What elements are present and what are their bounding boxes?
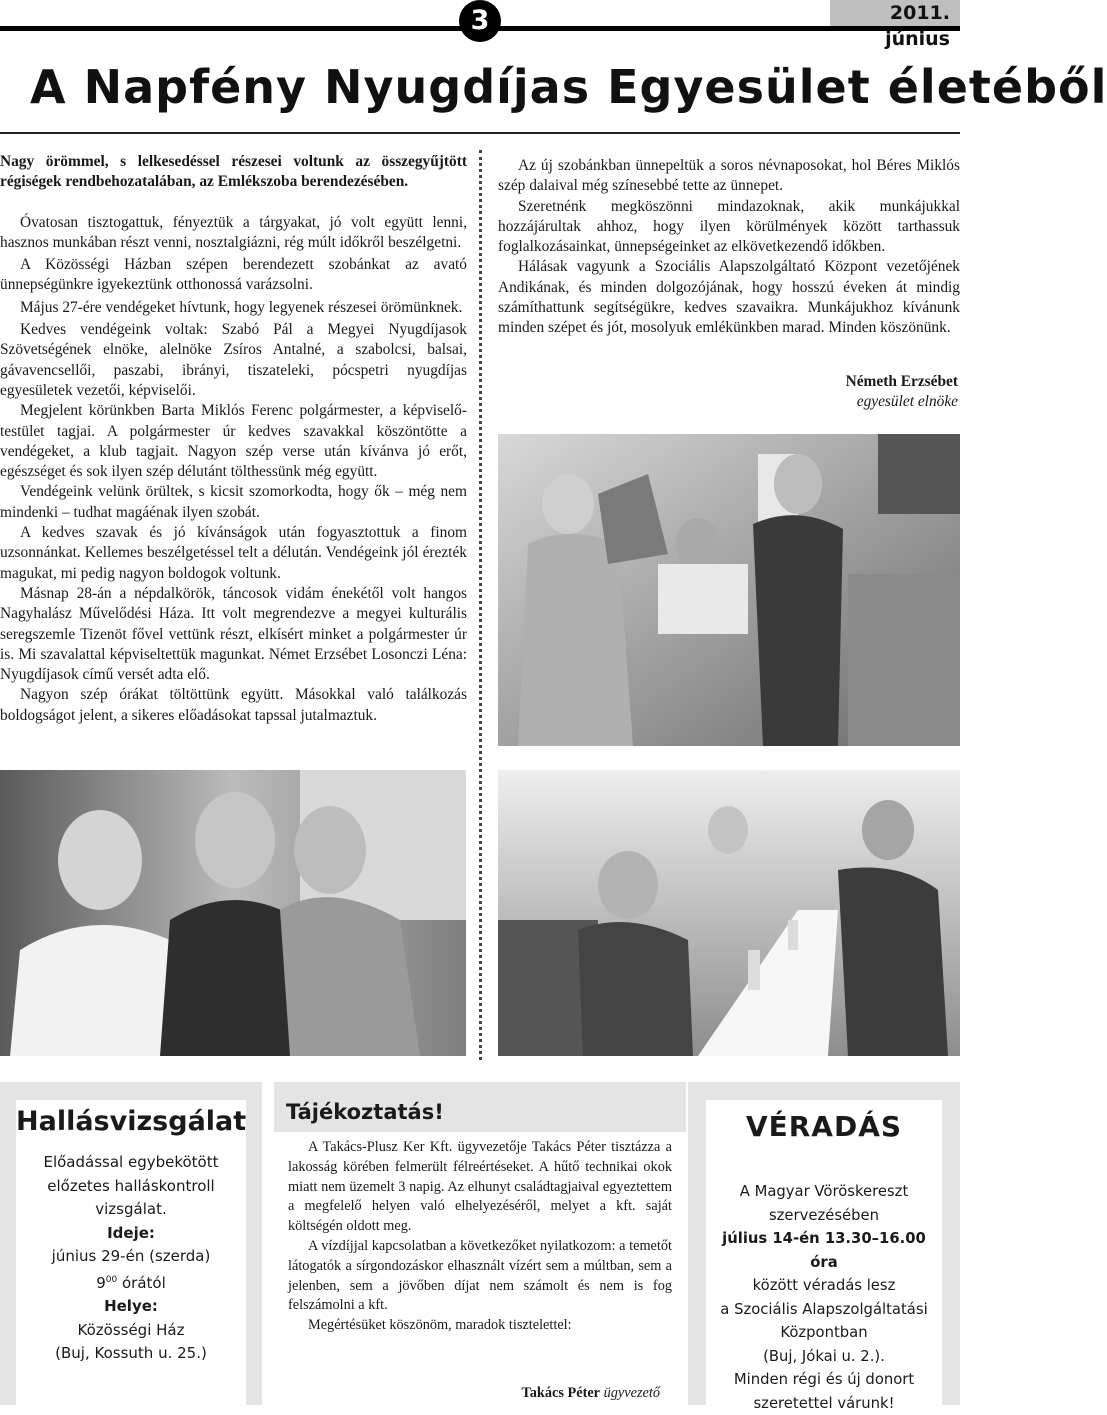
article-paragraph: A Közösségi Házban szépen berendezett szobánkat az avató ünnepségünkre igyekeztünk otthonossá varázsolni.	[0, 255, 467, 296]
article-paragraph: Május 27-ére vendégeket hívtunk, hogy legyenek részesei örömünknek.	[0, 298, 467, 318]
article-paragraph: Szeretnénk megköszönni mindazoknak, akik munkájukkal hozzájárultak ahhoz, hogy ilyen körülmények között tarthassuk foglalkozásainkat, ünnepségeinket az elkövetkezendő időkben.	[498, 197, 960, 258]
tajek-body	[288, 1138, 672, 1336]
hallas-time	[16, 1269, 246, 1296]
tajek-sig-name: Takács Péter	[522, 1385, 601, 1401]
headline-rule	[0, 132, 960, 134]
tajek-signature	[522, 1385, 660, 1402]
issue-date: 2011. június	[830, 0, 960, 26]
veradas-date-line: július 14-én 13.30–16.00 óra	[706, 1227, 942, 1274]
tajek-sig-title: ügyvezető	[604, 1385, 660, 1401]
article-right-column	[498, 156, 960, 339]
article-paragraph: Megjelent körünkben Barta Miklós Ferenc polgármester, a képviselő-testület tagjai. A polgármester úr kedves szavakkal köszöntötte a vendégeket, a klub tagjait. Nagyon szép verse után kívánva jó erőt, egészséget és sok ilyen szép délutánt tölthessünk még együtt.	[0, 401, 467, 482]
article-paragraph: A kedves szavak és jó kívánságok után fogyasztottuk a finom uzsonnánkat. Kellemes beszélgetéssel telt a délután. Vendégeink jól érezték magukat, mi pedig nagyon boldogok voltunk.	[0, 523, 467, 584]
article-paragraph: Hálásak vagyunk a Szociális Alapszolgáltató Központ vezetőjének Andikának, és minden dolgozójának, hogy hosszú éveken át mindig számíthattunk segítségükre, kedves szavaikra. Munkájukhoz kívánunk minden szépet és jót, mosolyuk emlékünkben marad. Minden köszönünk.	[498, 257, 960, 338]
photo-greeting-scene	[498, 434, 960, 746]
hallas-title: Hallásvizsgálat	[16, 1106, 246, 1137]
hallas-line: vizsgálat.	[16, 1198, 246, 1222]
veradas-text	[706, 1180, 942, 1415]
tajek-title: Tájékoztatás!	[286, 1100, 444, 1124]
signature-title: egyesület elnöke	[846, 392, 958, 412]
veradas-line: Központban	[706, 1321, 942, 1345]
hallas-place-label: Helye:	[16, 1295, 246, 1319]
hallas-time-suffix: órától	[122, 1274, 166, 1292]
hallas-line: előzetes halláskontroll	[16, 1175, 246, 1199]
article-paragraph: Másnap 28-án a népdalkörök, táncosok vidám énekétől volt hangos Nagyhalász Művelődési Háza. Itt volt megrendezve a megyei kulturális seregszemle Tizenöt fővel vettünk részt, elkísért minket a polgármester úr is. Mi szavalattal képviseltettük magunkat. Német Erzsébet Losonczi Léna: Nyugdíjasok című versét adta elő.	[0, 584, 467, 685]
veradas-line: szeretettel várunk!	[706, 1392, 942, 1415]
column-divider	[479, 150, 482, 1060]
tajekoztatas-box	[274, 1082, 686, 1405]
veradas-line: a Szociális Alapszolgáltatási	[706, 1298, 942, 1322]
tajek-paragraph: A Takács-Plusz Ker Kft. ügyvezetője Takács Péter tisztázza a lakosság körében felmerült félreértéseket. A hűtő technikai okok miatt nem üzemelt 3 napig. Az elhunyt családtagjaival egyeztettem a megfelelő helyen való elhelyezéséről, melyet a kft. saját költségén oldott meg.	[288, 1138, 672, 1237]
hallasvizsgalat-box	[0, 1082, 262, 1405]
hallas-line: Előadással egybekötött	[16, 1151, 246, 1175]
veradas-line: (Buj, Jókai u. 2.).	[706, 1345, 942, 1369]
veradas-line: A Magyar Vöröskereszt	[706, 1180, 942, 1204]
hallas-time-minutes: 00	[106, 1275, 117, 1285]
article-paragraph: Az új szobánkban ünnepeltük a soros névnaposokat, hol Béres Miklós szép dalaival még színesebbé tette az ünnepet.	[498, 156, 960, 197]
hallas-text	[16, 1151, 246, 1366]
page-number-badge: 3	[459, 0, 501, 42]
article-lead: Nagy örömmel, s lelkesedéssel részesei voltunk az összegyűjtött régiségek rendbehozatalában, az Emlékszoba berendezésében.	[0, 152, 467, 193]
veradas-box	[688, 1082, 960, 1405]
article-signature	[846, 372, 958, 413]
hallas-time-hour: 9	[96, 1274, 106, 1292]
hallas-place-value: Közösségi Ház	[16, 1319, 246, 1343]
veradas-title: VÉRADÁS	[706, 1110, 942, 1143]
veradas-line: között véradás lesz	[706, 1274, 942, 1298]
photo-three-women	[0, 770, 466, 1056]
headline: A Napfény Nyugdíjas Egyesület életéből	[30, 60, 940, 114]
article-paragraph: Nagyon szép órákat töltöttünk együtt. Másokkal való találkozás boldogságot jelent, a sikeres előadásokat tapssal jutalmaztuk.	[0, 685, 467, 726]
veradas-line: Minden régi és új donort	[706, 1368, 942, 1392]
tajek-paragraph: Megértésüket köszönöm, maradok tisztelettel:	[288, 1316, 672, 1336]
veradas-line: szervezésében	[706, 1204, 942, 1228]
photo-dining-table	[498, 770, 960, 1056]
article-left-column	[0, 152, 467, 726]
article-paragraph: Vendégeink velünk örültek, s kicsit szomorkodta, hogy ők – még nem mindenki – tudhat magáénak ilyen szobát.	[0, 482, 467, 523]
hallas-date-value: június 29-én (szerda)	[16, 1245, 246, 1269]
hallas-place-address: (Buj, Kossuth u. 25.)	[16, 1342, 246, 1366]
tajek-paragraph: A vízdíjjal kapcsolatban a következőket nyilatkozom: a temetőt látogatók a sírgondozáskor elhasznált vízért sem a múltban, sem a jelenben, sem a jövőben díjat nem számolt és nem is fog felszámolni a kft.	[288, 1237, 672, 1316]
hallas-date-label: Ideje:	[16, 1222, 246, 1246]
article-paragraph: Óvatosan tisztogattuk, fényeztük a tárgyakat, jó volt együtt lenni, hasznos munkában részt venni, nosztalgiázni, rég múlt időkről beszélgetni.	[0, 213, 467, 254]
article-paragraph: Kedves vendégeink voltak: Szabó Pál a Megyei Nyugdíjasok Szövetségének elnöke, alelnöke Zsíros Antalné, a szabolcsi, balsai, gávavencsellői, paszabi, ibrányi, tiszateleki, pócspetri nyugdíjas egyesületek vezetői, képviselői.	[0, 320, 467, 401]
signature-name: Németh Erzsébet	[846, 372, 958, 392]
